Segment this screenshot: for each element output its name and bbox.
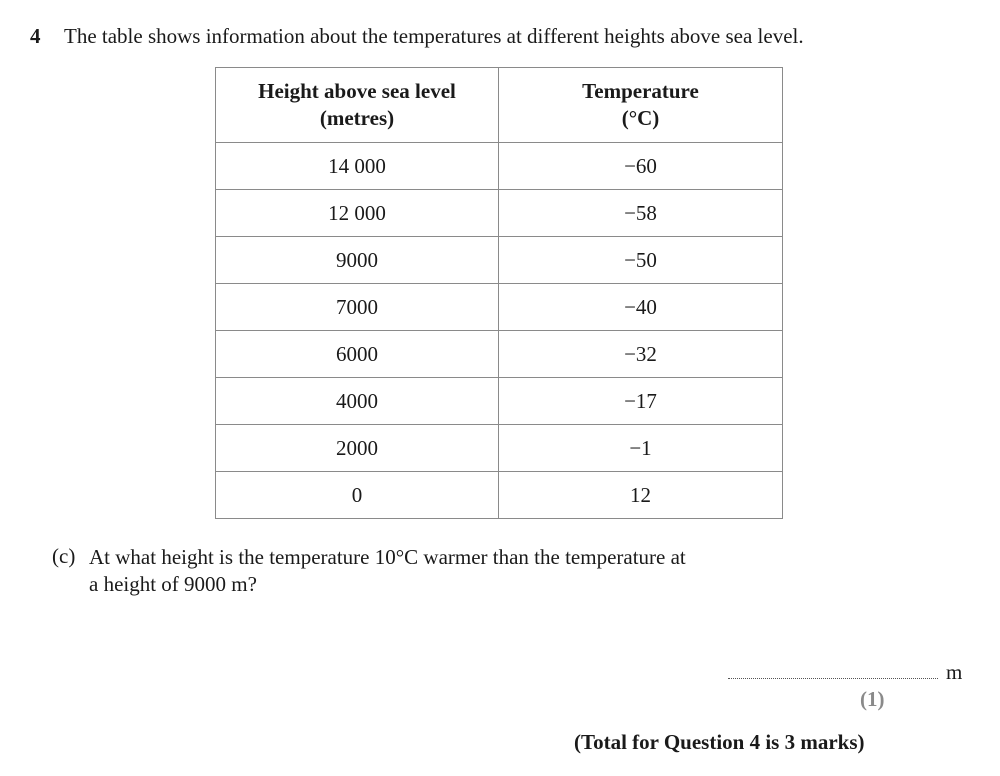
height-cell: 12 000: [216, 190, 499, 237]
header-height-line2: (metres): [319, 106, 395, 130]
question-intro: The table shows information about the temperatures at different heights above sea level.: [64, 24, 804, 48]
height-cell: 7000: [216, 284, 499, 331]
question-total: (Total for Question 4 is 3 marks): [574, 730, 865, 754]
height-cell: 6000: [216, 331, 499, 378]
table-row: [216, 331, 783, 378]
height-cell: 0: [216, 472, 499, 519]
table-row: [216, 425, 783, 472]
temperature-cell: −32: [499, 331, 783, 378]
part-c-line1: At what height is the temperature 10°C warmer than the temperature at: [89, 545, 686, 569]
table-header-row: [216, 68, 783, 143]
height-cell: 2000: [216, 425, 499, 472]
part-c-marks: (1): [860, 687, 885, 711]
temperature-cell: −1: [499, 425, 783, 472]
answer-line[interactable]: [728, 678, 938, 679]
height-temperature-table: [215, 67, 783, 519]
height-cell: 4000: [216, 378, 499, 425]
temperature-cell: −50: [499, 237, 783, 284]
height-cell: 9000: [216, 237, 499, 284]
part-c-question: [89, 544, 769, 598]
height-cell: 14 000: [216, 143, 499, 190]
table-row: [216, 472, 783, 519]
header-temperature: [499, 68, 783, 143]
table-row: [216, 284, 783, 331]
temperature-cell: −60: [499, 143, 783, 190]
header-height: [216, 68, 499, 143]
header-temperature-line2: (°C): [621, 106, 660, 130]
temperature-cell: −40: [499, 284, 783, 331]
part-c-label: (c): [52, 544, 76, 568]
header-height-line1: Height above sea level: [258, 79, 456, 103]
table-row: [216, 143, 783, 190]
temperature-cell: −58: [499, 190, 783, 237]
table-row: [216, 190, 783, 237]
question-number: 4: [30, 24, 41, 48]
answer-unit: m: [946, 660, 963, 684]
header-temperature-line1: Temperature: [582, 79, 699, 103]
table-row: [216, 378, 783, 425]
temperature-cell: 12: [499, 472, 783, 519]
part-c-line2: a height of 9000 m?: [89, 572, 257, 596]
temperature-cell: −17: [499, 378, 783, 425]
table-row: [216, 237, 783, 284]
